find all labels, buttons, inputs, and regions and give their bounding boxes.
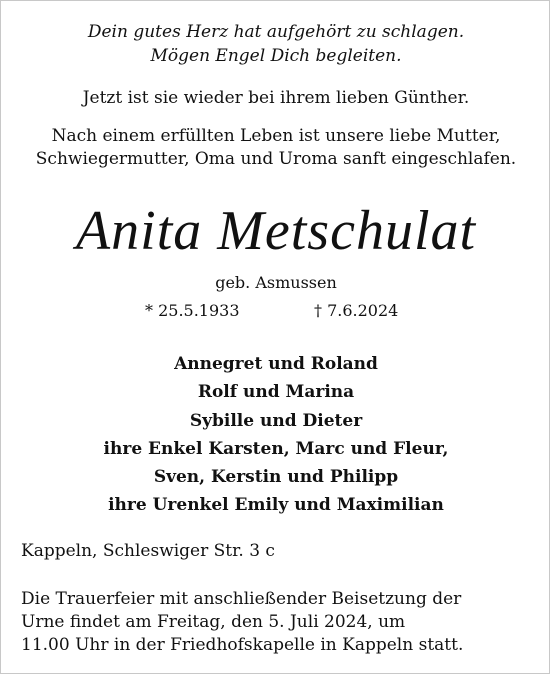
motto-line-1: Dein gutes Herz hat aufgehört zu schlagen. xyxy=(87,22,465,42)
service-line-1: Die Trauerfeier mit anschließender Beisetzung der xyxy=(21,589,462,609)
deceased-name: Anita Metschulat xyxy=(75,200,477,262)
family-member: Sven, Kerstin und Philipp xyxy=(153,467,399,487)
family-member: ihre Urenkel Emily und Maximilian xyxy=(108,495,444,515)
service-line-3: 11.00 Uhr in der Friedhofskapelle in Kappeln statt. xyxy=(21,635,464,655)
announcement-line-1: Nach einem erfüllten Leben ist unsere liebe Mutter, xyxy=(51,126,501,146)
death-date: † 7.6.2024 xyxy=(314,301,399,320)
motto-line-2: Mögen Engel Dich begleiten. xyxy=(150,46,402,66)
family-member: Annegret und Roland xyxy=(174,354,378,374)
announcement-line-2: Schwiegermutter, Oma und Uroma sanft eingeschlafen. xyxy=(35,149,517,169)
family-member: ihre Enkel Karsten, Marc und Fleur, xyxy=(103,439,449,459)
service-line-2: Urne findet am Freitag, den 5. Juli 2024, um xyxy=(21,612,406,632)
family-member: Rolf und Marina xyxy=(197,382,355,402)
birth-date: * 25.5.1933 xyxy=(145,301,240,320)
intro-text: Jetzt ist sie wieder bei ihrem lieben Günther. xyxy=(82,88,470,108)
family-member: Sybille und Dieter xyxy=(189,411,363,431)
life-dates xyxy=(1,300,550,322)
birth-name: geb. Asmussen xyxy=(215,273,337,292)
address: Kappeln, Schleswiger Str. 3 c xyxy=(21,541,275,561)
